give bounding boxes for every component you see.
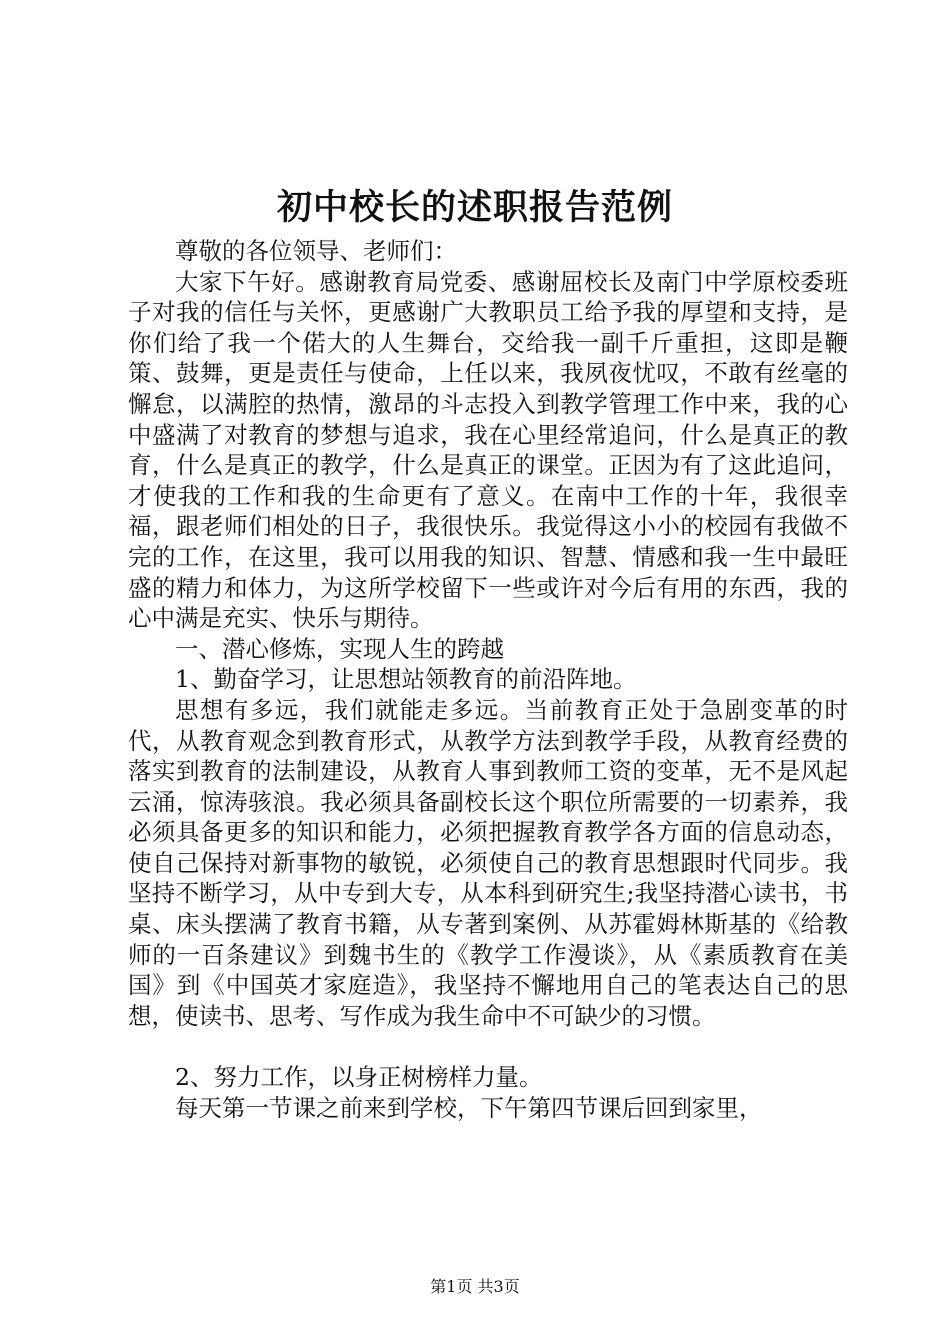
paragraph-study: 思想有多远，我们就能走多远。当前教育正处于急剧变革的时代，从教育观念到教育形式，从教学方法到教学手段，从教育经费的落实到教育的法制建设，从教育人事到教师工资的变革，无不是风起云涌，惊涛骇浪。我必须具备副校长这个职位所需要的一切素养，我必须具备更多的知识和能力，必须把握教育教学各方面的信息动态，使自己保持对新事物的敏锐，必须使自己的教育思想跟时代同步。我坚持不断学习，从中专到大专，从本科到研究生;我坚持潜心读书，书桌、床头摆满了教育书籍，从专著到案例、从苏霍姆林斯基的《给教师的一百条建议》到魏书生的《教学工作漫谈》，从《素质教育在美国》到《中国英才家庭造》，我坚持不懈地用自己的笔表达自己的思想，使读书、思考、写作成为我生命中不可缺少的习惯。 xyxy=(128,695,848,1030)
subsection-heading-1: 1、勤奋学习，让思想站领教育的前沿阵地。 xyxy=(175,665,637,694)
document-body xyxy=(128,236,848,1123)
section-heading-1: 一、潜心修炼，实现人生的跨越 xyxy=(175,634,504,663)
page-footer: 第1页 共3页 xyxy=(430,1277,520,1296)
salutation: 尊敬的各位领导、老师们： xyxy=(175,237,457,265)
paragraph-work: 每天第一节课之前来到学校，下午第四节课后回到家里， xyxy=(175,1093,763,1122)
paragraph-intro: 大家下午好。感谢教育局党委、感谢屈校长及南门中学原校委班子对我的信任与关怀，更感谢广大教职员工给予我的厚望和支持，是你们给了我一个偌大的人生舞台，交给我一副千斤重担，这即是鞭策、鼓舞，更是责任与使命，上任以来，我夙夜忧叹，不敢有丝毫的懈怠，以满腔的热情，激昂的斗志投入到教学管理工作中来，我的心中盛满了对教育的梦想与追求，我在心里经常追问，什么是真正的教育，什么是真正的教学，什么是真正的课堂。正因为有了这此追问，才使我的工作和我的生命更有了意义。在南中工作的十年，我很幸福，跟老师们相处的日子，我很快乐。我觉得这小小的校园有我做不完的工作，在这里，我可以用我的知识、智慧、情感和我一生中最旺盛的精力和体力，为这所学校留下一些或许对今后有用的东西，我的心中满是充实、快乐与期待。 xyxy=(128,267,848,633)
document-title: 初中校长的述职报告范例 xyxy=(276,187,673,228)
subsection-heading-2: 2、努力工作，以身正树榜样力量。 xyxy=(175,1063,543,1092)
